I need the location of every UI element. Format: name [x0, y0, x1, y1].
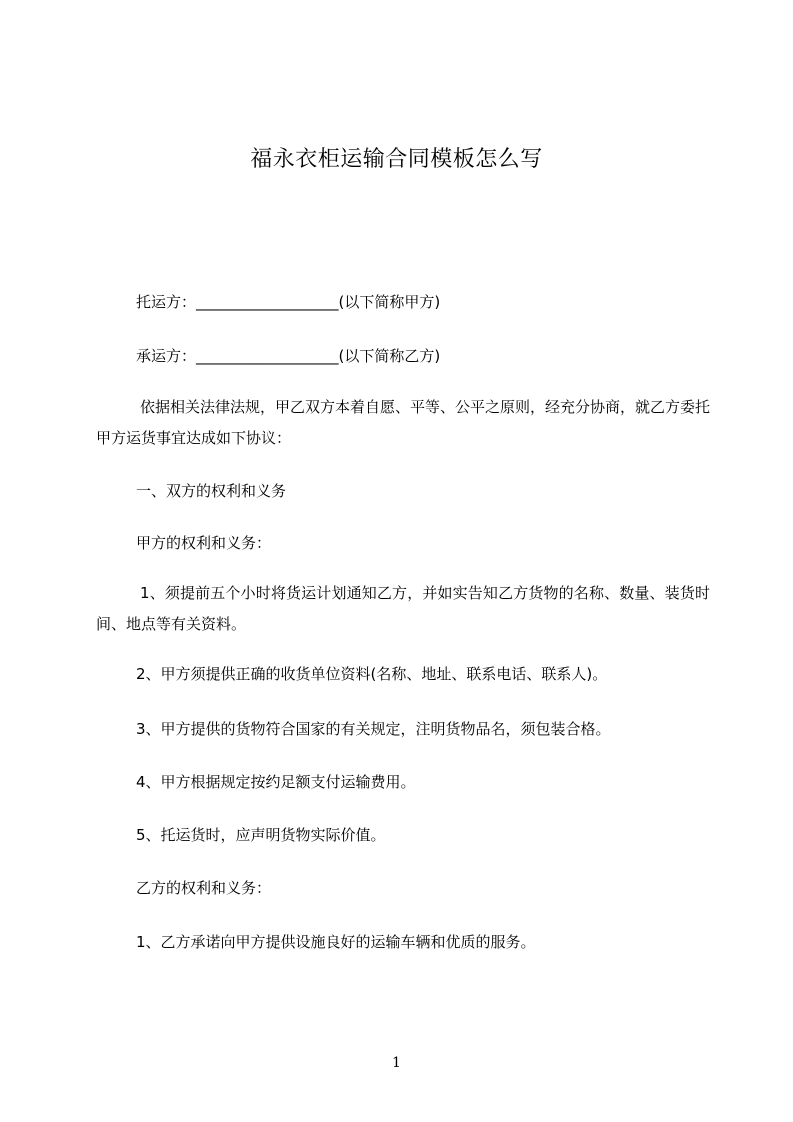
party-a-heading: 甲方的权利和义务：	[136, 534, 272, 552]
party-a-item-2: 2、甲方须提供正确的收货单位资料(名称、地址、联系电话、联系人)。	[136, 665, 608, 683]
party-a-item-5: 5、托运货时，应声明货物实际价值。	[136, 826, 386, 844]
page-title: 福永衣柜运输合同模板怎么写	[250, 147, 543, 172]
party-b-item-1: 1、乙方承诺向甲方提供设施良好的运输车辆和优质的服务。	[136, 933, 536, 951]
party-b-heading: 乙方的权利和义务：	[136, 879, 272, 897]
section-heading-rights-obligations: 一、双方的权利和义务	[136, 482, 287, 500]
party-a-item-4: 4、甲方根据规定按约足额支付运输费用。	[136, 773, 416, 791]
carrier-line: 承运方：___________________(以下简称乙方)	[136, 347, 441, 365]
shipper-line: 托运方：___________________(以下简称甲方)	[136, 293, 441, 311]
party-a-item-1: 1、须提前五个小时将货运计划通知乙方，并如实告知乙方货物的名称、数量、装货时间、地点等有关资料。	[96, 584, 710, 633]
party-a-item-3: 3、甲方提供的货物符合国家的有关规定，注明货物品名，须包装合格。	[136, 720, 611, 738]
page-number: 1	[392, 1055, 401, 1071]
intro-paragraph: 依据相关法律法规，甲乙双方本着自愿、平等、公平之原则，经充分协商，就乙方委托甲方运货事宜达成如下协议：	[96, 398, 711, 447]
